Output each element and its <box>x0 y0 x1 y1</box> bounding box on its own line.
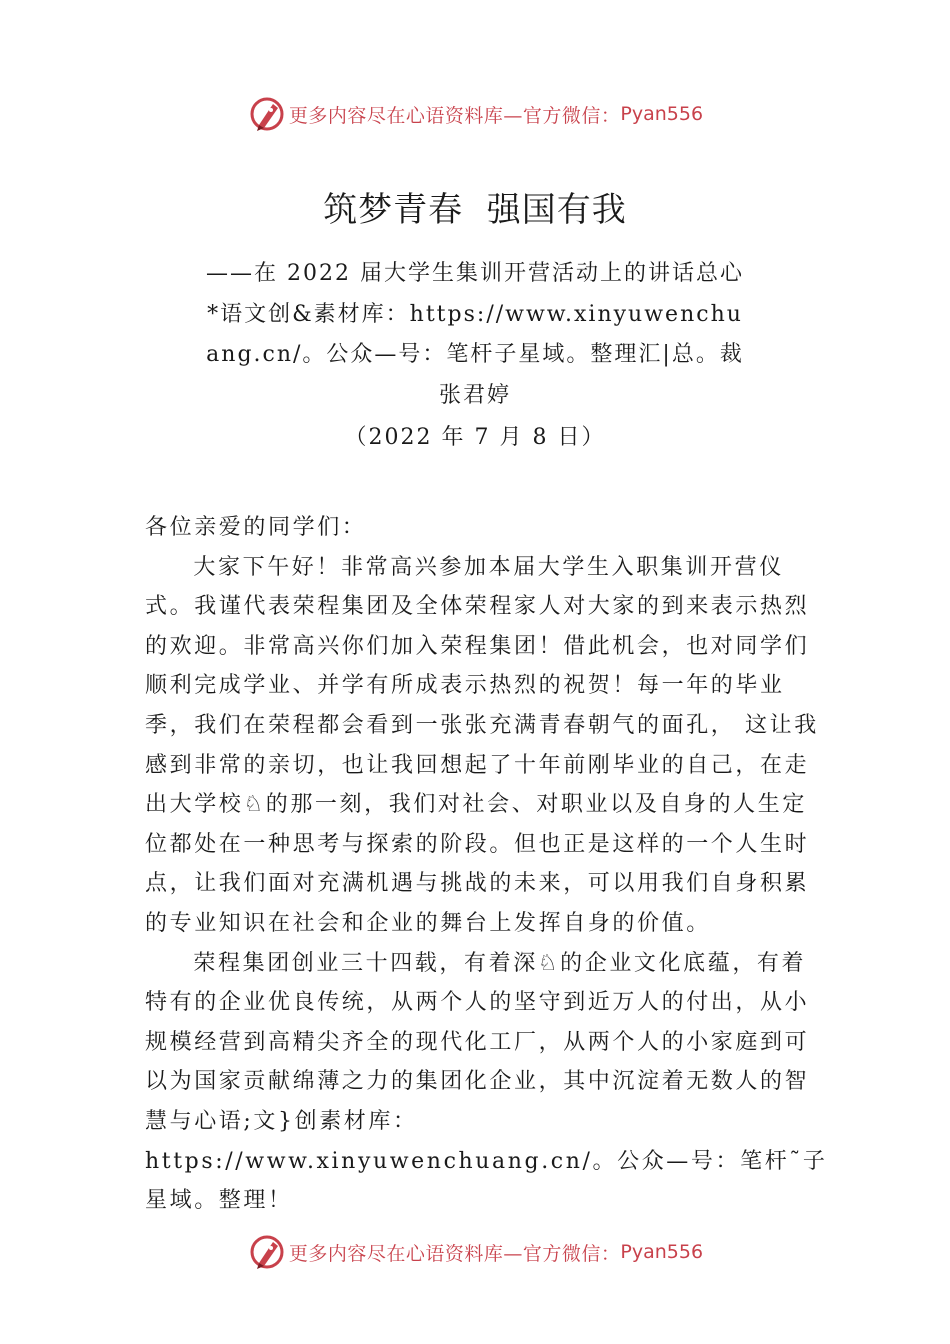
document-body <box>145 508 830 1221</box>
pen-logo-icon <box>247 94 287 134</box>
footer-watermark-banner <box>0 1230 950 1274</box>
salutation: 各位亲爱的同学们： <box>145 515 367 540</box>
document-date: （2022 年 7 月 8 日） <box>344 425 606 450</box>
paragraph: 大家下午好！非常高兴参加本届大学生入职集训开营仪式。我谨代表荣程集团及全体荣程家人对大家的到来表示热烈的欢迎。非常高兴你们加入荣程集团！借此机会，也对同学们顺利完成学业、并学有所成表示热烈的祝贺！每一年的毕业季，我们在荣程都会看到一张张充满青春朝气的面孔， 这让我感到非常的亲切，也让我回想起了十年前刚毕业的自己，在走出大学校♘的那一刻，我们对社会、对职业以及自身的人生定位都处在一种思考与探索的阶段。但也正是这样的一个人生时点，让我们面对充满机遇与挑战的未来，可以用我们自身积累的专业知识在社会和企业的舞台上发挥自身的价值。 <box>145 554 819 936</box>
banner-wechat-id: Pyan556 <box>620 103 704 125</box>
document-title: 筑梦青春 强国有我 <box>323 190 627 230</box>
document-subtitle: ——在 2022 届大学生集训开营活动上的讲话总心*语文创&素材库：https://www.xinyuwenchuang.cn/。公众—号：笔杆子星域。整理汇|总。裁 张君婷 <box>206 261 744 408</box>
paragraph: 荣程集团创业三十四载，有着深♘的企业文化底蕴，有着特有的企业优良传统，从两个人的坚守到近万人的付出，从小规模经营到高精尖齐全的现代化工厂，从两个人的小家庭到可以为国家贡献绵薄之力的集团化企业，其中沉淀着无数人的智慧与心语;文}创素材库：https://www.xinyuwenchuang.cn/。公众—号：笔杆˜子星域。整理！ <box>145 950 828 1214</box>
header-watermark-banner <box>0 92 950 136</box>
banner-text: 更多内容尽在心语资料库—官方微信： <box>288 1242 621 1265</box>
banner-text: 更多内容尽在心语资料库—官方微信： <box>288 104 621 127</box>
pen-logo-icon <box>247 1232 287 1272</box>
banner-wechat-id: Pyan556 <box>620 1241 704 1263</box>
